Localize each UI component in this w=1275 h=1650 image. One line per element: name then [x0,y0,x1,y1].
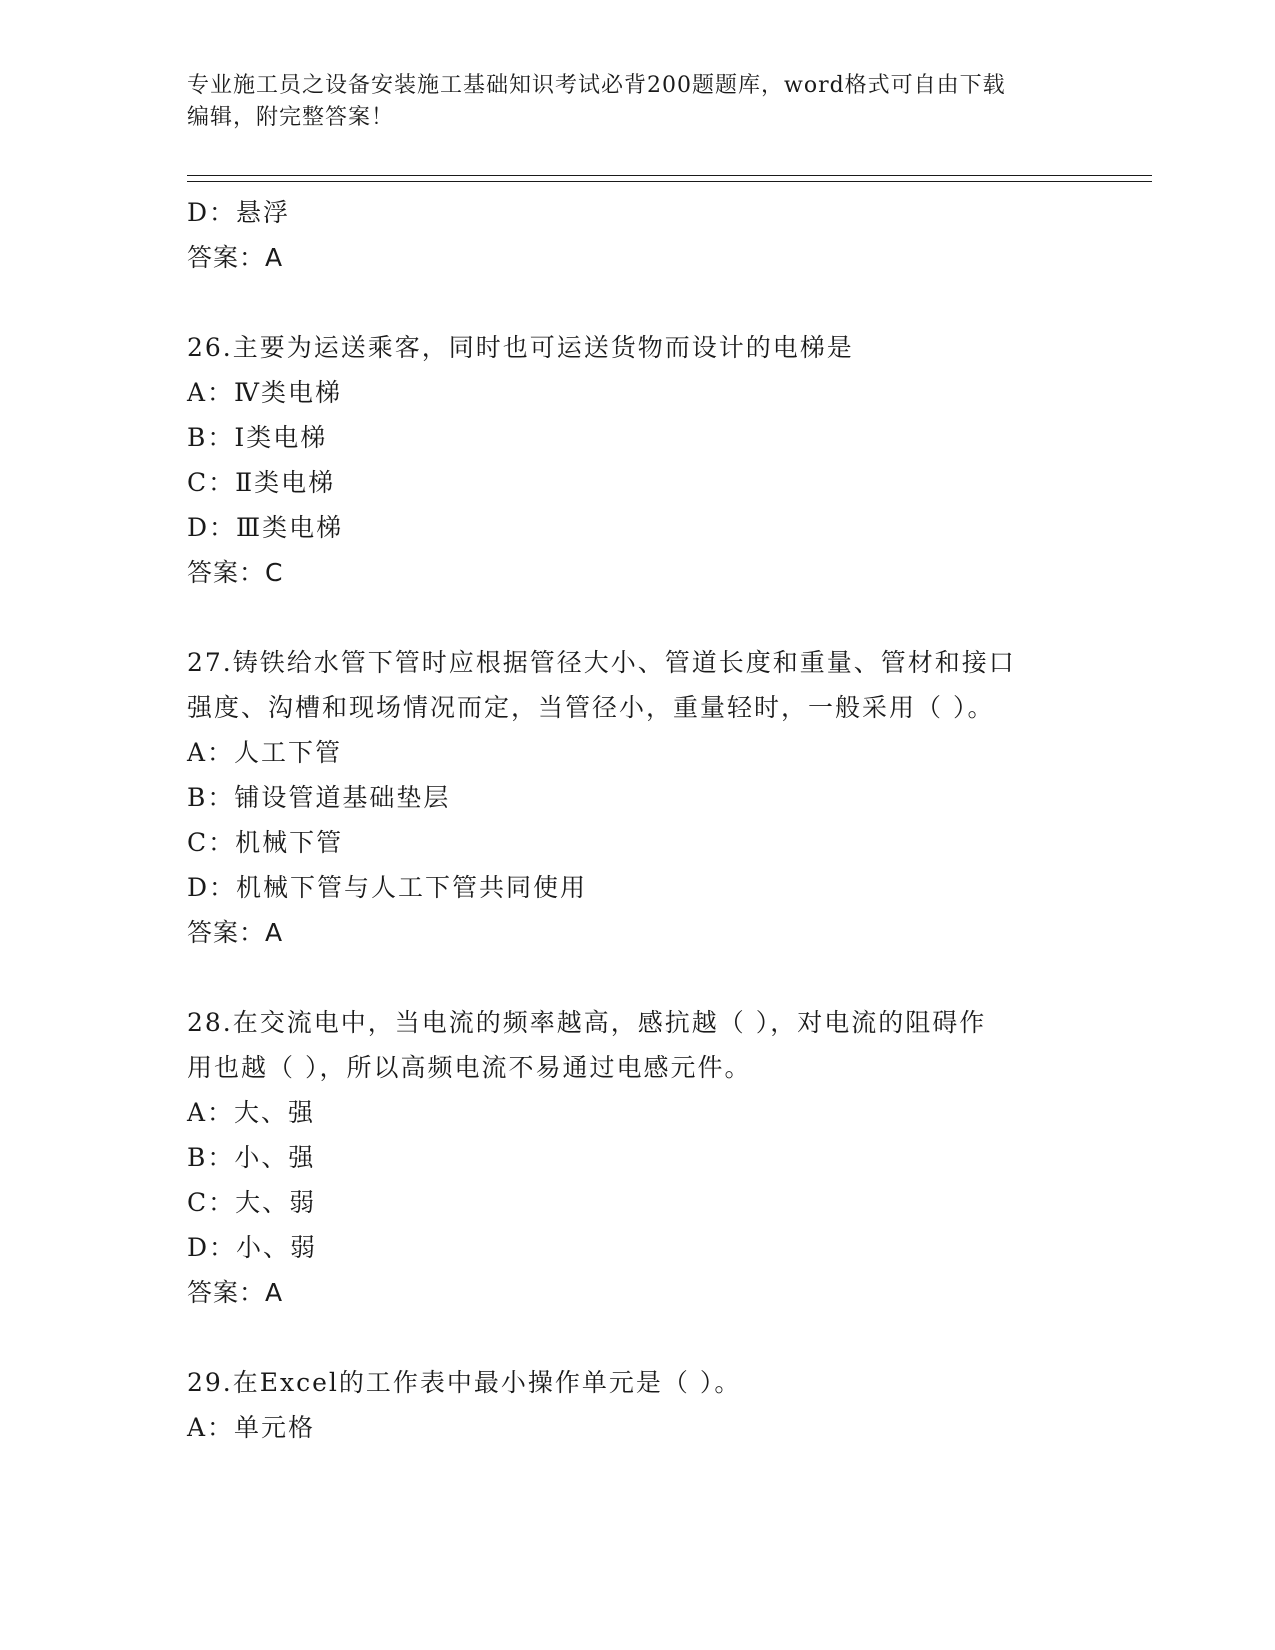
answer-line: 答案：A [187,243,284,272]
option-a: A：大、强 [187,1098,316,1127]
option-d: D：Ⅲ类电梯 [187,513,344,542]
option-d: D：小、弱 [187,1233,318,1262]
question-text-line-2: 强度、沟槽和现场情况而定，当管径小，重量轻时，一般采用（ ）。 [187,693,995,722]
answer-line: 答案：A [187,1278,284,1307]
header-line-2: 编辑，附完整答案！ [187,105,395,130]
option-c: C：大、弱 [187,1188,317,1217]
header-line-1: 专业施工员之设备安装施工基础知识考试必背200题题库，word格式可自由下载 [187,73,1006,98]
option-b: B：小、强 [187,1143,316,1172]
option-a: A：人工下管 [187,738,343,767]
question-text: 26.主要为运送乘客，同时也可运送货物而设计的电梯是 [187,333,854,362]
question-26 [187,325,1087,595]
option-d: D：悬浮 [187,198,291,227]
option-a: A：单元格 [187,1413,316,1442]
option-c: C：Ⅱ类电梯 [187,468,336,497]
answer-line: 答案：C [187,558,284,587]
question-text-line-1: 27.铸铁给水管下管时应根据管径大小、管道长度和重量、管材和接口 [187,648,1016,677]
option-a: A：Ⅳ类电梯 [187,378,343,407]
option-b: B：铺设管道基础垫层 [187,783,451,812]
header-rule-bottom [187,181,1152,182]
document-header [187,70,1067,134]
question-text-line-1: 28.在交流电中，当电流的频率越高，感抗越（ ），对电流的阻碍作 [187,1008,987,1037]
question-text-line-2: 用也越（ ），所以高频电流不易通过电感元件。 [187,1053,752,1082]
question-28 [187,1000,1087,1315]
question-content [187,190,1087,1450]
header-rule-top [187,175,1152,176]
option-d: D：机械下管与人工下管共同使用 [187,873,588,902]
question-29 [187,1360,1087,1450]
option-b: B：Ⅰ类电梯 [187,423,328,452]
question-27 [187,640,1087,955]
answer-line: 答案：A [187,918,284,947]
question-text: 29.在Excel的工作表中最小操作单元是（ ）。 [187,1368,742,1397]
option-c: C：机械下管 [187,828,344,857]
